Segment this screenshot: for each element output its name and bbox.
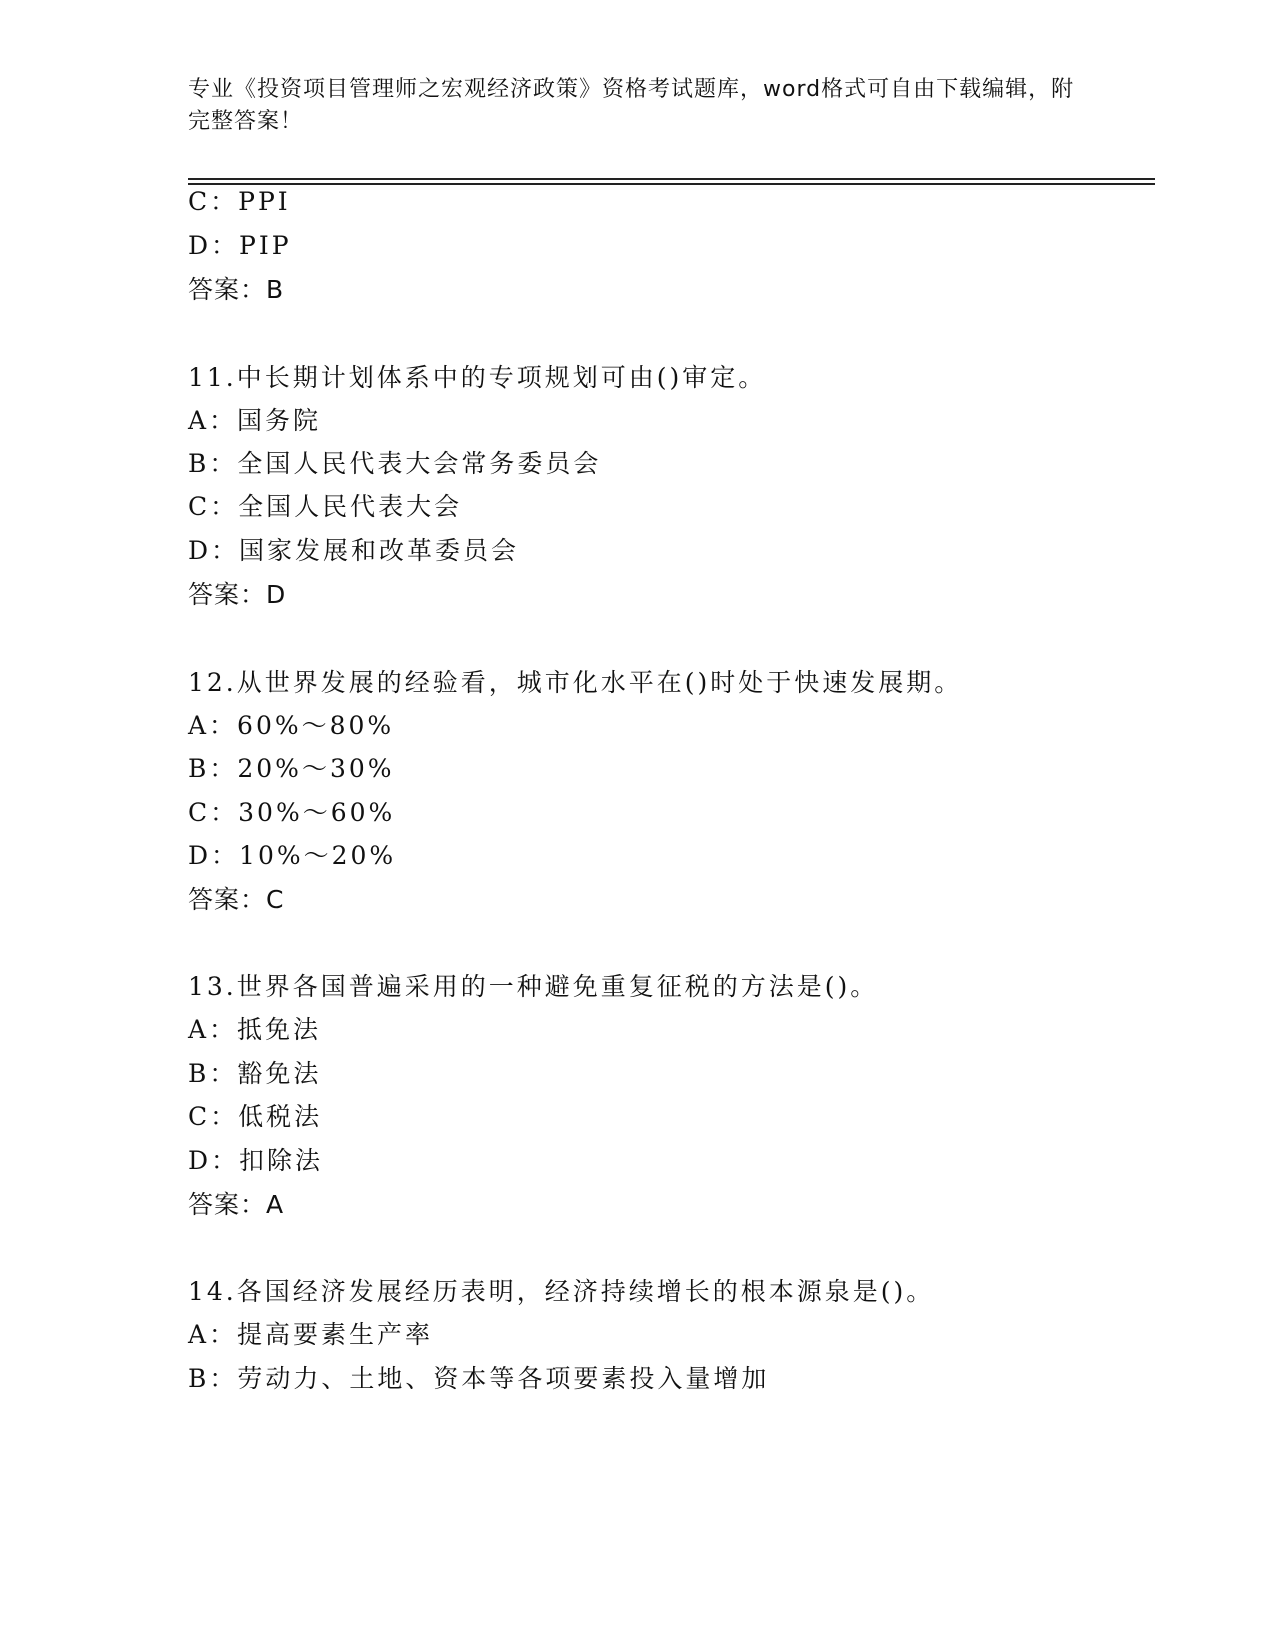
- document-header: 专业《投资项目管理师之宏观经济政策》资格考试题库，word格式可自由下载编辑，附完整答案！: [188, 77, 1075, 134]
- q11-option-c: C：全国人民代表大会: [188, 492, 463, 521]
- q13-option-c: C：低税法: [188, 1102, 323, 1131]
- q14-stem: 14.各国经济发展经历表明，经济持续增长的根本源泉是()。: [188, 1277, 935, 1306]
- header-divider-bottom: [188, 183, 1155, 185]
- q13-stem: 13.世界各国普遍采用的一种避免重复征税的方法是()。: [188, 972, 879, 1001]
- q12-option-c: C：30%～60%: [188, 798, 396, 827]
- q11-answer: 答案：D: [188, 580, 287, 609]
- q13-answer: 答案：A: [188, 1190, 285, 1219]
- q12-option-d: D：10%～20%: [188, 841, 397, 870]
- prev-option-d: D：PIP: [188, 231, 292, 260]
- prev-option-c: C：PPI: [188, 187, 291, 216]
- q12-option-a: A：60%～80%: [188, 711, 395, 740]
- q13-option-b: B：豁免法: [188, 1059, 322, 1088]
- q13-option-a: A：抵免法: [188, 1015, 322, 1044]
- q14-option-b: B：劳动力、土地、资本等各项要素投入量增加: [188, 1364, 770, 1393]
- q13-option-d: D：扣除法: [188, 1146, 324, 1175]
- q11-option-b: B：全国人民代表大会常务委员会: [188, 449, 602, 478]
- header-divider-top: [188, 178, 1155, 180]
- q12-stem: 12.从世界发展的经验看，城市化水平在()时处于快速发展期。: [188, 668, 963, 697]
- prev-answer: 答案：B: [188, 275, 285, 304]
- q14-option-a: A：提高要素生产率: [188, 1320, 434, 1349]
- q12-answer: 答案：C: [188, 885, 285, 914]
- q12-option-b: B：20%～30%: [188, 754, 395, 783]
- q11-stem: 11.中长期计划体系中的专项规划可由()审定。: [188, 363, 767, 392]
- q11-option-d: D：国家发展和改革委员会: [188, 536, 520, 565]
- q11-option-a: A：国务院: [188, 406, 322, 435]
